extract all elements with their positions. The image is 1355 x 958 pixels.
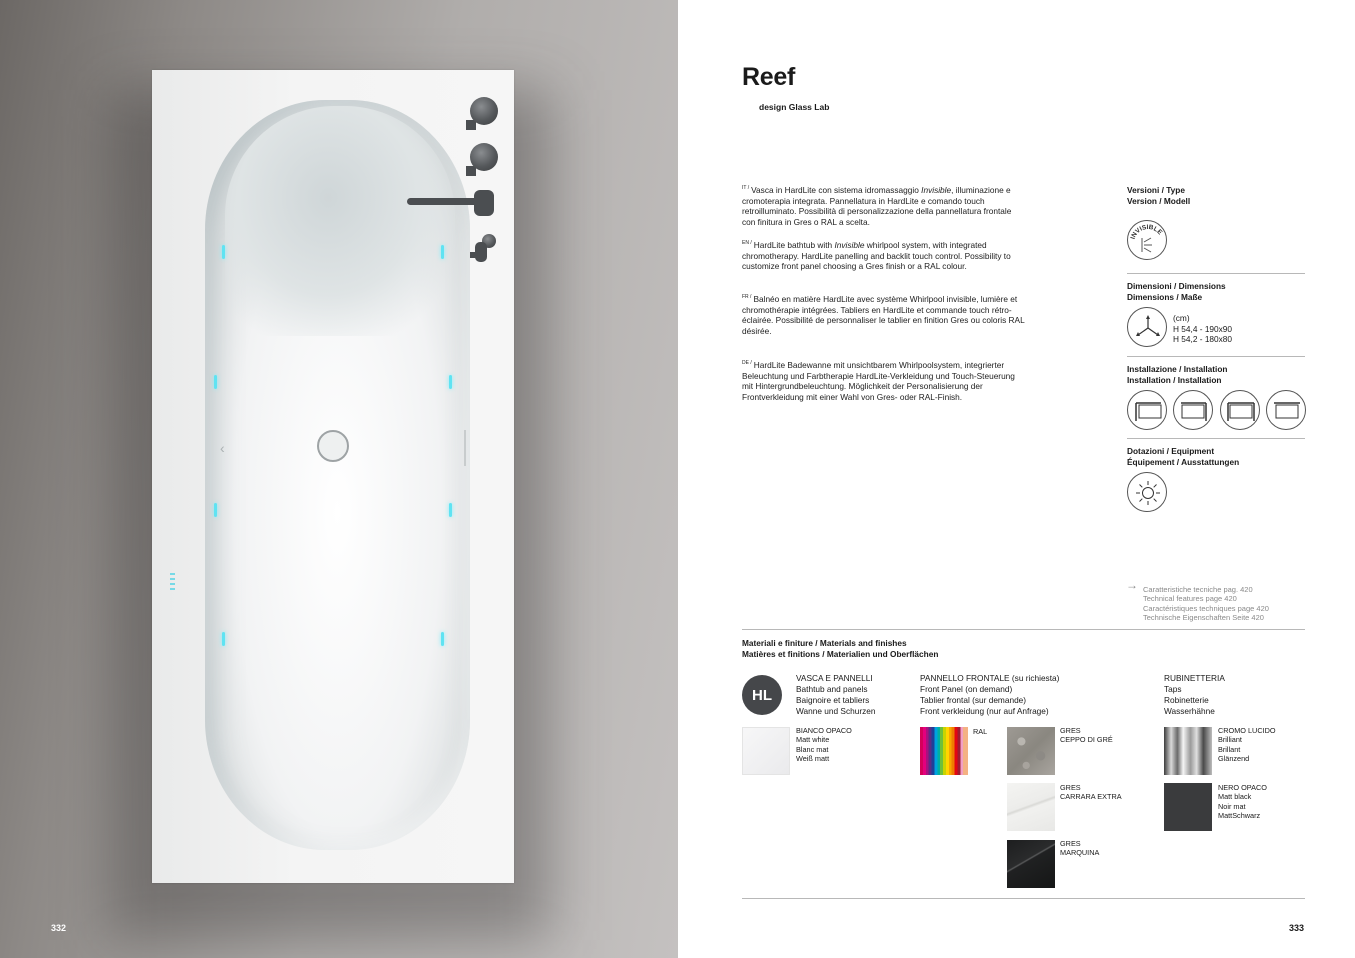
divider (1127, 273, 1305, 274)
page-number-right: 333 (1289, 923, 1305, 933)
spec-heading: Version / Modell (1127, 195, 1191, 206)
product-designer: design Glass Lab (759, 102, 830, 112)
taps-group (1164, 673, 1225, 717)
spec-heading: Dimensions / Maße (1127, 291, 1203, 302)
tech-link[interactable]: Technical features page 420 (1143, 594, 1237, 604)
group-line: Wasserhähne (1164, 706, 1215, 716)
group-line: Front verkleidung (nur auf Anfrage) (920, 706, 1049, 716)
group-line: VASCA E PANNELLI (796, 673, 873, 683)
swatch-label (1060, 783, 1122, 802)
swatch-label-line: NERO OPACO (1218, 783, 1267, 792)
divider (742, 629, 1305, 630)
tub-panels-group (796, 673, 876, 717)
spec-dimensions (1127, 281, 1305, 302)
description-en (742, 238, 1027, 272)
dimension-size: H 54,4 - 190x90 (1173, 323, 1233, 334)
tap-knob (470, 97, 498, 125)
swatch-label-line: Blanc mat (796, 744, 829, 754)
arrow-right-icon: → (1126, 578, 1138, 592)
lang-tag: EN / (742, 240, 752, 246)
desc-emphasis: Invisible (921, 184, 952, 195)
invisible-version-icon (1127, 220, 1167, 260)
description-fr (742, 292, 1027, 337)
swatch-label-line: MARQUINA (1060, 848, 1100, 858)
swatch-label (1060, 726, 1113, 745)
desc-text: , illuminazione e cromoterapia integrata. Pannellatura in HardLite e comando touch retroilluminato. Possibilità di personalizzazione della pannellatura frontale con finitura in Gres o RAL a scelta. (742, 184, 1012, 228)
overflow-slot (464, 430, 466, 466)
swatch-label-line: CEPPO DI GRÉ (1060, 735, 1113, 745)
tech-link[interactable]: Caractéristiques techniques page 420 (1143, 603, 1269, 613)
spec-versions (1127, 185, 1305, 206)
spec-heading: Dotazioni / Equipment (1127, 446, 1215, 456)
svg-text:INVISIBLE (1130, 224, 1164, 240)
description-it (742, 183, 1027, 228)
led-light (449, 503, 452, 517)
group-line: RUBINETTERIA (1164, 673, 1225, 683)
divider (742, 898, 1305, 899)
desc-text: Vasca in HardLite con sistema idromassaggio (751, 184, 922, 195)
divider (1127, 356, 1305, 357)
swatch-gres-ceppo (1007, 727, 1055, 775)
chromotherapy-light-icon (1127, 472, 1167, 512)
swatch-label-line: Brilliant (1218, 735, 1242, 745)
swatch-label-line: CROMO LUCIDO (1218, 726, 1276, 735)
description-de (742, 358, 1027, 403)
hand-shower-body (475, 242, 487, 262)
spec-heading: Équipement / Ausstattungen (1127, 456, 1240, 467)
swatch-label-line: MattSchwarz (1218, 810, 1261, 820)
group-line: Robinetterie (1164, 695, 1209, 705)
swatch-gres-marquina (1007, 840, 1055, 888)
spec-heading: Dimensioni / Dimensions (1127, 281, 1226, 291)
desc-text: Balnéo en matière HardLite avec système Whirlpool invisible, lumière et chromothérapie intégrées. Tabliers en HardLite et commande touch rétro-éclairée. Possibilité de personnaliser le tablier en finition Gres ou coloris RAL désirée. (742, 293, 1025, 337)
group-line: Front Panel (on demand) (920, 684, 1013, 694)
spec-heading: Installation / Installation (1127, 374, 1222, 385)
dimensions-values (1173, 313, 1232, 345)
front-panel-group (920, 673, 1059, 717)
led-light (441, 245, 444, 259)
lang-tag: DE / (742, 360, 752, 366)
tech-link[interactable]: Caratteristiche tecniche pag. 420 (1143, 585, 1253, 594)
dimension-unit: (cm) (1173, 313, 1190, 323)
install-corner-left-icon (1127, 390, 1167, 430)
led-light (441, 632, 444, 646)
swatch-matt-white (742, 727, 790, 775)
swatch-label-line: Matt white (796, 735, 830, 745)
bathtub-headrest (225, 106, 455, 336)
install-corner-right-icon (1173, 390, 1213, 430)
led-light (222, 632, 225, 646)
led-light (222, 245, 225, 259)
touch-control (170, 573, 176, 597)
install-wall-icon (1266, 390, 1306, 430)
desc-text: HardLite Badewanne mit unsichtbarem Whirlpoolsystem, integrierter Beleuchtung und Farbtherapie HardLite-Verkleidung und Touch-Steuerung mit Hintergrundbeleuchtung. Möglichkeit der Personalisierung der Frontverkleidung mit einer Wahl von Gres- oder RAL-Finish. (742, 359, 1015, 403)
group-line: Tablier frontal (sur demande) (920, 695, 1027, 705)
swatch-label (973, 727, 987, 736)
chevron-left-icon: ‹ (220, 440, 225, 456)
swatch-label (1218, 726, 1276, 763)
group-line: Baignoire et tabliers (796, 695, 870, 705)
page-number-left: 332 (51, 923, 67, 933)
lang-tag: FR / (742, 294, 752, 300)
desc-text: whirlpool system, with integrated chromotherapy. HardLite panelling and backlit touch control. Possibility to customize front panel choosing a Gres finish or a RAL colour. (742, 239, 1011, 272)
swatch-label-line: GRES (1060, 726, 1081, 735)
divider (1127, 438, 1305, 439)
swatch-chrome (1164, 727, 1212, 775)
led-light (214, 375, 217, 389)
spec-equipment (1127, 446, 1305, 467)
hardlite-badge: HL (742, 675, 782, 715)
group-line: Taps (1164, 684, 1182, 694)
swatch-ral (920, 727, 968, 775)
desc-emphasis: Invisible (834, 239, 865, 250)
lang-tag: IT / (742, 185, 750, 191)
swatch-label-line: Weiß matt (796, 753, 830, 763)
swatch-label (1218, 783, 1267, 820)
invisible-label: INVISIBLE (1129, 223, 1164, 241)
technical-features-links[interactable] (1143, 585, 1269, 623)
swatch-label-line: Noir mat (1218, 801, 1246, 811)
desc-text: HardLite bathtub with (753, 239, 835, 250)
swatch-label-line: Matt black (1218, 792, 1252, 802)
led-light (449, 375, 452, 389)
tech-link[interactable]: Technische Eigenschaften Seite 420 (1143, 613, 1264, 623)
swatch-label-line: BIANCO OPACO (796, 726, 852, 735)
group-line: PANNELLO FRONTALE (su richiesta) (920, 673, 1060, 683)
tap-knob (470, 143, 498, 171)
materials-heading-line: Matières et finitions / Materialien und Oberflächen (742, 648, 939, 659)
swatch-label-line: RAL (973, 727, 988, 736)
group-line: Wanne und Schurzen (796, 706, 876, 716)
swatch-label (1060, 839, 1099, 858)
group-line: Bathtub and panels (796, 684, 868, 694)
swatch-label-line: GRES (1060, 783, 1081, 792)
spec-installation (1127, 364, 1305, 385)
product-title: Reef (742, 63, 795, 91)
materials-heading-line: Materiali e finiture / Materials and finishes (742, 638, 907, 648)
dimensions-icon (1127, 307, 1167, 347)
swatch-gres-carrara (1007, 783, 1055, 831)
swatch-label-line: CARRARA EXTRA (1060, 792, 1122, 802)
dimension-size: H 54,2 - 180x80 (1173, 334, 1233, 344)
bathtub-drain (317, 430, 349, 462)
swatch-label-line: Brillant (1218, 744, 1241, 754)
led-light (214, 503, 217, 517)
spec-heading: Versioni / Type (1127, 185, 1185, 195)
swatch-label-line: GRES (1060, 839, 1081, 848)
bathtub-basin (205, 100, 470, 850)
swatch-label-line: Glänzend (1218, 753, 1250, 763)
tap-spout (407, 198, 493, 205)
install-niche-icon (1220, 390, 1260, 430)
swatch-matt-black (1164, 783, 1212, 831)
materials-heading (742, 638, 938, 660)
swatch-label (796, 726, 852, 763)
spec-heading: Installazione / Installation (1127, 364, 1228, 374)
